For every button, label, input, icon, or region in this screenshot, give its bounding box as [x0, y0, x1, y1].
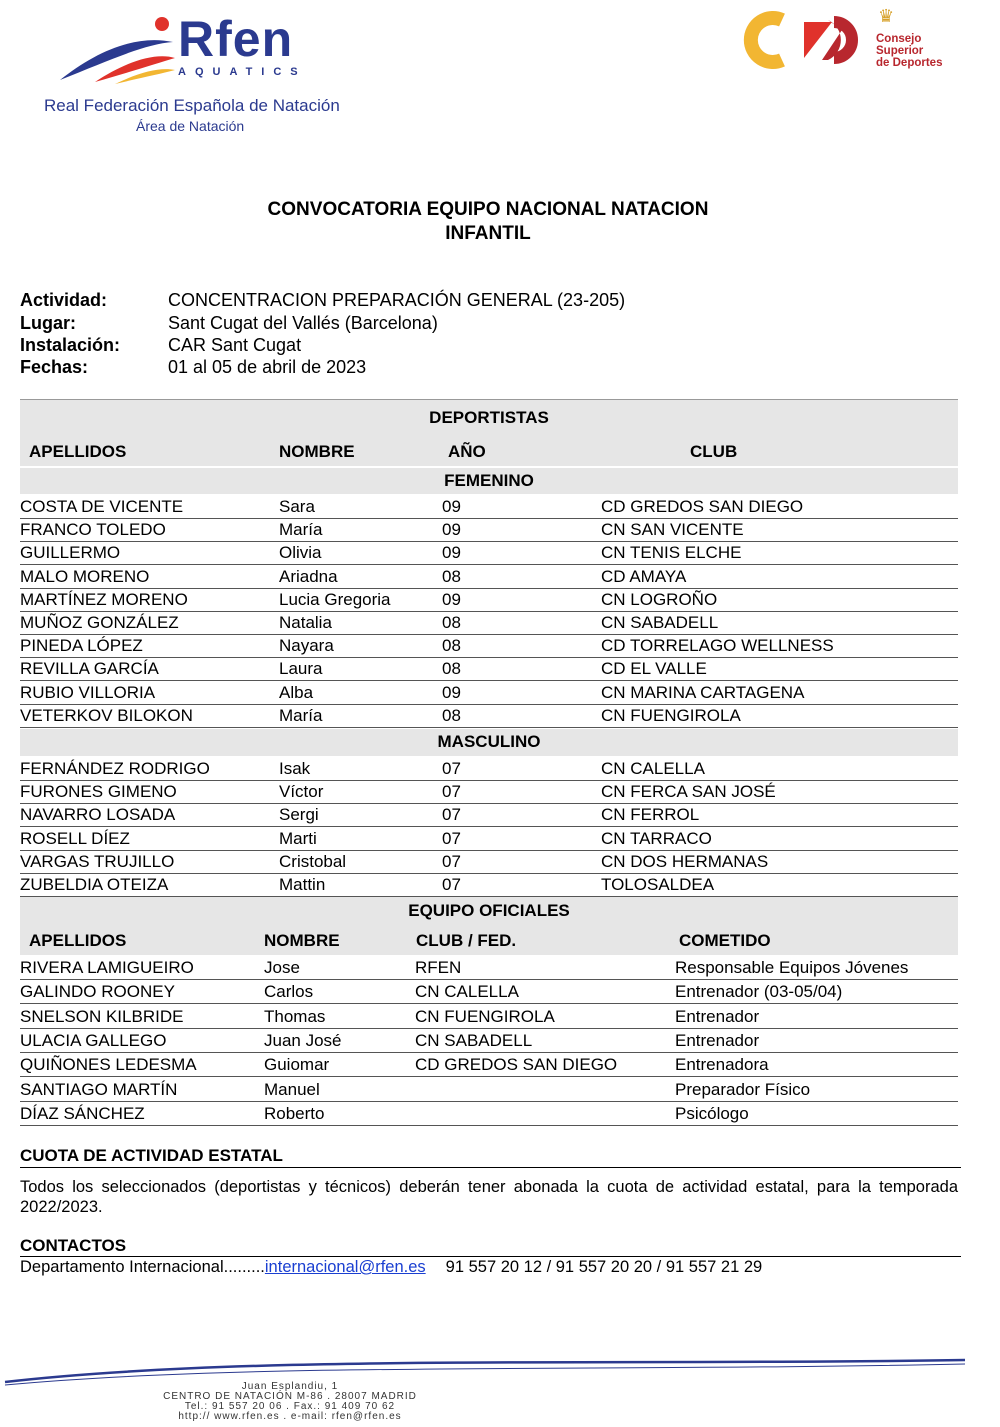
table-row	[20, 850, 958, 874]
table-row	[20, 1077, 958, 1102]
table-row	[20, 657, 958, 681]
table-cell: DÍAZ SÁNCHEZ	[20, 1103, 145, 1123]
col-header-nombre: NOMBRE	[279, 442, 355, 461]
contacts-title: CONTACTOS	[20, 1236, 961, 1257]
table-row	[20, 1052, 958, 1077]
table-cell: Entrenador	[675, 1030, 760, 1050]
off-col-header-cometido: COMETIDO	[679, 931, 771, 950]
table-cell: 08	[442, 613, 461, 632]
table-cell: 07	[442, 851, 461, 871]
table-cell: 07	[442, 828, 461, 848]
table-cell: Jose	[264, 958, 300, 977]
table-cell: CD GREDOS SAN DIEGO	[601, 497, 804, 516]
footer-address-1: Juan Esplandiu, 1	[241, 1381, 339, 1392]
table-cell: 07	[442, 805, 461, 825]
table-cell: PINEDA LÓPEZ	[20, 636, 143, 656]
table-cell: Olivia	[279, 543, 322, 563]
table-cell: CN CALELLA	[415, 982, 519, 1002]
table-row	[20, 495, 958, 519]
table-cell: RUBIO VILLORIA	[20, 682, 156, 702]
table-cell: Ariadna	[279, 566, 338, 586]
info-value-lugar: Sant Cugat del Vallés (Barcelona)	[168, 313, 438, 333]
table-cell: Psicólogo	[675, 1103, 749, 1123]
col-header-ano: AÑO	[448, 442, 486, 461]
table-cell: CN LOGROÑO	[601, 589, 718, 609]
table-cell: REVILLA GARCÍA	[20, 659, 159, 679]
federation-area: Área de Natación	[136, 118, 245, 134]
quota-text: Todos los seleccionados (deportistas y técnicos) deberán tener abonada la cuota de actividad estatal, para la temporada 2022/2023.	[20, 1178, 958, 1216]
table-cell: Roberto	[264, 1103, 325, 1123]
table-cell: Cristobal	[279, 851, 347, 871]
table-row	[20, 681, 958, 705]
table-row	[20, 757, 958, 781]
document-title: CONVOCATORIA EQUIPO NACIONAL NATACION	[267, 199, 709, 220]
table-cell: RFEN	[415, 958, 462, 977]
table-cell: CN SAN VICENTE	[601, 520, 744, 540]
table-row	[20, 518, 958, 542]
crown-icon: ♛	[878, 6, 895, 26]
table-row	[20, 704, 958, 728]
table-cell: Juan José	[264, 1030, 342, 1050]
table-cell: SNELSON KILBRIDE	[20, 1006, 184, 1026]
table-cell: CN FERCA SAN JOSÉ	[601, 782, 776, 802]
info-label-instalacion: Instalación:	[20, 335, 121, 355]
table-cell: Víctor	[279, 782, 324, 802]
table-row	[20, 565, 958, 589]
col-header-apellidos: APELLIDOS	[29, 442, 127, 461]
csd-logo-icon	[742, 8, 872, 72]
table-row	[20, 1101, 958, 1126]
table-cell: CD TORRELAGO WELLNESS	[601, 636, 834, 656]
table-cell: María	[279, 705, 323, 725]
csd-logo-text: Consejo Superior de Deportes	[876, 33, 943, 69]
table-row	[20, 873, 958, 897]
table-cell: GUILLERMO	[20, 543, 121, 563]
table-row	[20, 803, 958, 827]
table-cell: Natalia	[279, 613, 332, 632]
table-cell: MARTÍNEZ MORENO	[20, 589, 188, 609]
male-label: MASCULINO	[437, 732, 541, 751]
table-cell: COSTA DE VICENTE	[20, 497, 184, 516]
table-cell: 09	[442, 543, 461, 563]
table-cell: Carlos	[264, 982, 314, 1002]
table-cell: Entrenador (03-05/04)	[675, 982, 843, 1002]
table-cell: CD AMAYA	[601, 566, 687, 586]
table-cell: CN FUENGIROLA	[601, 705, 741, 725]
table-cell: 07	[442, 759, 461, 778]
federation-name: Real Federación Española de Natación	[44, 96, 340, 115]
table-cell: RIVERA LAMIGUEIRO	[20, 958, 194, 977]
table-cell: Marti	[279, 828, 317, 848]
off-col-header-apellidos: APELLIDOS	[29, 931, 127, 950]
table-cell: NAVARRO LOSADA	[20, 805, 176, 825]
table-cell: GALINDO ROONEY	[20, 982, 175, 1002]
table-cell: Preparador Físico	[675, 1079, 811, 1099]
table-cell: 08	[442, 659, 461, 679]
contact-email-link[interactable]: internacional@rfen.es	[264, 1258, 426, 1276]
table-cell: 09	[442, 497, 461, 516]
table-cell: VETERKOV BILOKON	[20, 705, 193, 725]
table-cell: 07	[442, 875, 461, 894]
table-cell: CN TARRACO	[601, 828, 712, 848]
contact-line	[20, 1258, 762, 1277]
info-label-fechas: Fechas:	[20, 357, 89, 377]
info-label-actividad: Actividad:	[20, 290, 108, 310]
table-row	[20, 1004, 958, 1029]
table-row	[20, 955, 958, 980]
table-cell: Lucia Gregoria	[279, 589, 391, 609]
table-cell: CD EL VALLE	[601, 659, 707, 679]
table-cell: MUÑOZ GONZÁLEZ	[20, 613, 179, 632]
female-label: FEMENINO	[444, 471, 534, 490]
table-cell: FERNÁNDEZ RODRIGO	[20, 759, 210, 778]
table-cell: 09	[442, 682, 461, 702]
table-cell: SANTIAGO MARTÍN	[20, 1079, 178, 1099]
document-subtitle: INFANTIL	[445, 223, 531, 244]
rfen-logo-word: Rfen	[178, 11, 294, 67]
table-cell: Thomas	[264, 1006, 326, 1026]
table-cell: Sergi	[279, 805, 319, 825]
table-row	[20, 634, 958, 658]
table-cell: MALO MORENO	[20, 566, 150, 586]
table-cell: 08	[442, 636, 461, 656]
table-cell: CN MARINA CARTAGENA	[601, 682, 805, 702]
table-cell: ROSELL DÍEZ	[20, 828, 130, 848]
athletes-table-title: DEPORTISTAS	[429, 408, 549, 427]
table-cell: CN DOS HERMANAS	[601, 851, 769, 871]
footer-address-2: CENTRO DE NATACIÓN M-86 . 28007 MADRID	[163, 1391, 417, 1402]
table-cell: CN FERROL	[601, 805, 700, 825]
table-row	[20, 1028, 958, 1053]
info-label-lugar: Lugar:	[20, 313, 76, 333]
table-cell: Entrenadora	[675, 1055, 769, 1075]
table-row	[20, 541, 958, 565]
table-cell: FRANCO TOLEDO	[20, 520, 166, 540]
table-cell: 08	[442, 705, 461, 725]
footer-web: http:// www.rfen.es . e-mail: rfen@rfen.es	[178, 1411, 402, 1422]
rfen-logo-aquatics: AQUATICS	[178, 66, 307, 78]
officials-table-title: EQUIPO OFICIALES	[408, 901, 570, 920]
table-cell: Sara	[279, 497, 315, 516]
table-row	[20, 827, 958, 851]
off-col-header-club: CLUB / FED.	[416, 931, 517, 950]
table-cell: Responsable Equipos Jóvenes	[675, 958, 909, 977]
table-cell: CN SABADELL	[601, 613, 719, 632]
quota-title: CUOTA DE ACTIVIDAD ESTATAL	[20, 1146, 961, 1168]
table-cell: Isak	[279, 759, 311, 778]
info-value-fechas: 01 al 05 de abril de 2023	[168, 357, 367, 377]
table-cell: Alba	[279, 682, 314, 702]
contact-phones: 91 557 20 12 / 91 557 20 20 / 91 557 21 29	[445, 1258, 763, 1276]
table-cell: CN FUENGIROLA	[415, 1006, 555, 1026]
table-cell: QUIÑONES LEDESMA	[20, 1055, 197, 1075]
table-cell: VARGAS TRUJILLO	[20, 851, 175, 871]
table-cell: 09	[442, 520, 461, 540]
off-col-header-nombre: NOMBRE	[264, 931, 340, 950]
contact-department: Departamento Internacional.........	[20, 1258, 265, 1276]
table-cell: Mattin	[279, 875, 326, 894]
table-cell: TOLOSALDEA	[601, 875, 715, 894]
table-cell: Nayara	[279, 636, 334, 656]
table-cell: 07	[442, 782, 461, 802]
table-cell: María	[279, 520, 323, 540]
table-cell: CD GREDOS SAN DIEGO	[415, 1055, 618, 1075]
col-header-club: CLUB	[690, 442, 738, 461]
table-cell: Manuel	[264, 1079, 320, 1099]
table-cell: CN TENIS ELCHE	[601, 543, 742, 563]
table-cell: ULACIA GALLEGO	[20, 1030, 167, 1050]
table-row	[20, 780, 958, 804]
table-cell: Entrenador	[675, 1006, 760, 1026]
table-cell: CN SABADELL	[415, 1030, 533, 1050]
table-cell: Laura	[279, 659, 323, 679]
info-value-instalacion: CAR Sant Cugat	[168, 335, 302, 355]
table-cell: CN CALELLA	[601, 759, 705, 778]
table-cell: 08	[442, 566, 461, 586]
table-row	[20, 611, 958, 635]
table-row	[20, 588, 958, 612]
footer-phones: Tel.: 91 557 20 06 . Fax.: 91 409 70 62	[184, 1401, 396, 1412]
table-row	[20, 979, 958, 1004]
table-cell: Guiomar	[264, 1055, 330, 1075]
info-value-actividad: CONCENTRACION PREPARACIÓN GENERAL (23-205)	[168, 290, 626, 310]
table-cell: 09	[442, 589, 461, 609]
table-cell: FURONES GIMENO	[20, 782, 177, 802]
table-cell: ZUBELDIA OTEIZA	[20, 875, 169, 894]
